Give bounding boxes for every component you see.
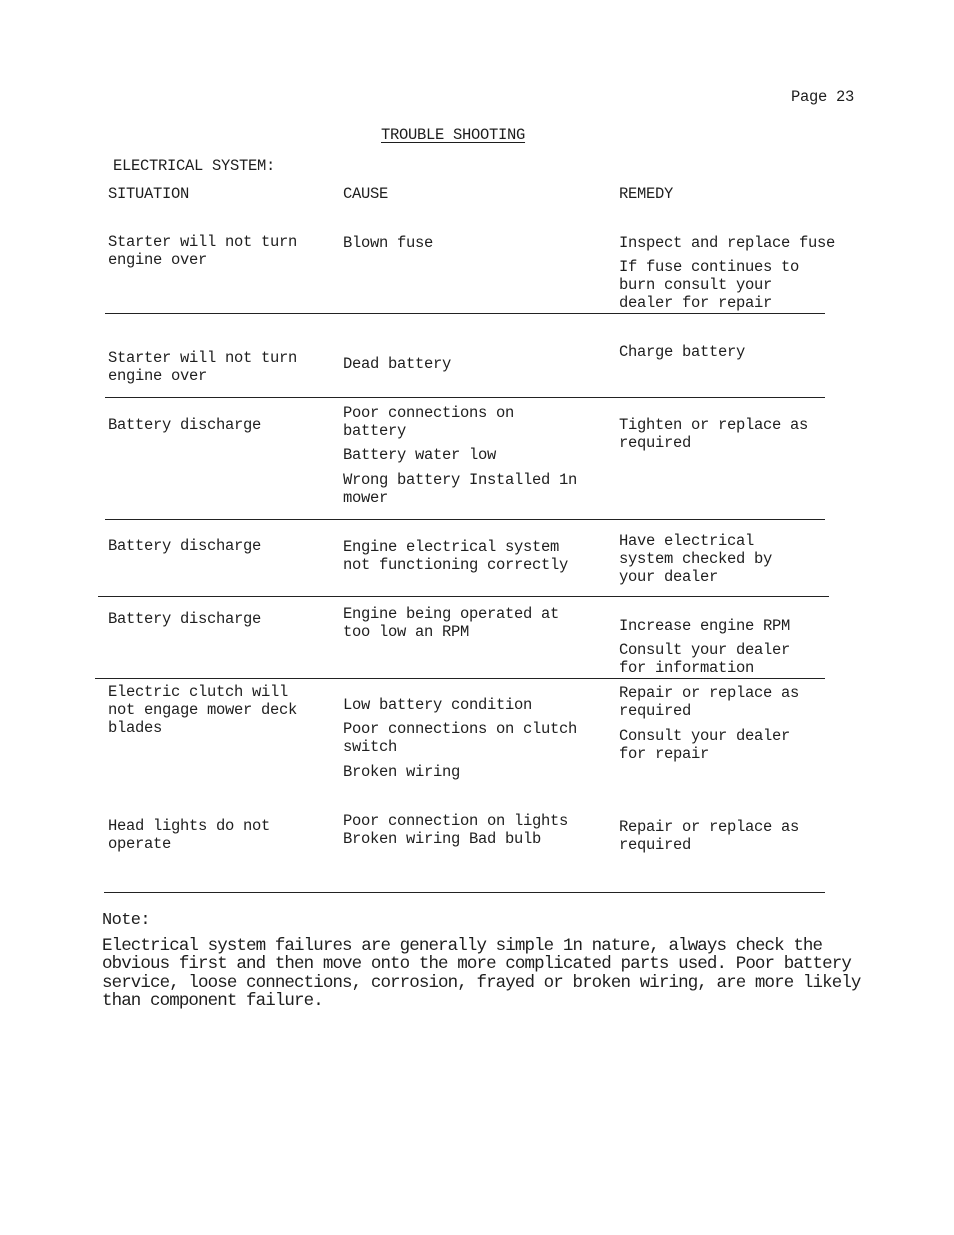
cause-cell (343, 471, 577, 507)
text-line: your dealer (619, 568, 719, 586)
text-line: Battery discharge (108, 537, 262, 555)
text-line: required (619, 702, 692, 720)
remedy-cell (619, 617, 790, 635)
remedy-cell (619, 234, 835, 252)
remedy-cell (619, 258, 799, 312)
text-line: Engine being operated at (343, 605, 560, 623)
remedy-cell (619, 343, 745, 361)
text-line: Poor connections on (343, 404, 515, 422)
text-line: system checked by (619, 550, 773, 568)
text-line: for information (619, 659, 755, 677)
text-line: engine over (108, 367, 208, 385)
cause-cell (343, 605, 559, 641)
situation-cell (108, 537, 261, 555)
text-line: Consult your dealer (619, 641, 791, 659)
cause-cell (343, 696, 532, 714)
situation-cell (108, 349, 297, 385)
note-line: Electrical system failures are generally simple 1n nature, always check the (102, 936, 823, 956)
situation-cell (108, 233, 297, 269)
text-line: Head lights do not (108, 817, 271, 835)
text-line: not engage mower deck (108, 701, 298, 719)
section-heading: ELECTRICAL SYSTEM: (113, 157, 276, 175)
cause-cell (343, 234, 433, 252)
text-line: Poor connections on clutch (343, 720, 578, 738)
note-label: Note: (102, 911, 151, 930)
text-line: Battery discharge (108, 416, 262, 434)
text-line: Dead battery (343, 355, 452, 373)
page-number: Page 23 (791, 88, 855, 106)
row-divider (105, 313, 825, 314)
situation-cell (108, 610, 261, 628)
text-line: Broken wiring Bad bulb (343, 830, 542, 848)
remedy-cell (619, 641, 790, 677)
text-line: If fuse continues to (619, 258, 800, 276)
row-divider (98, 596, 829, 597)
text-line: Starter will not turn (108, 349, 298, 367)
cause-cell (343, 404, 514, 440)
text-line: not functioning correctly (343, 556, 569, 574)
text-line: too low an RPM (343, 623, 470, 641)
text-line: Inspect and replace fuse (619, 234, 836, 252)
row-divider (104, 892, 825, 893)
text-line: battery (343, 422, 407, 440)
page-title: TROUBLE SHOOTING (381, 126, 526, 144)
text-line: switch (343, 738, 398, 756)
text-line: dealer for repair (619, 294, 773, 312)
remedy-cell (619, 684, 799, 720)
text-line: for repair (619, 745, 710, 763)
text-line: burn consult your (619, 276, 773, 294)
text-line: Battery discharge (108, 610, 262, 628)
text-line: Have electrical (619, 532, 755, 550)
text-line: Battery water low (343, 446, 497, 464)
situation-cell (108, 683, 297, 737)
text-line: Repair or replace as (619, 818, 800, 836)
text-line: required (619, 836, 692, 854)
cause-cell (343, 355, 451, 373)
note-line: than component failure. (102, 990, 323, 1011)
text-line: Poor connection on lights (343, 812, 569, 830)
text-line: Starter will not turn (108, 233, 298, 251)
text-line: Charge battery (619, 343, 746, 361)
text-line: Tighten or replace as (619, 416, 809, 434)
text-line: blades (108, 719, 163, 737)
note-line: service, loose connections, corrosion, frayed or broken wiring, are more likely (102, 972, 861, 993)
text-line: Consult your dealer (619, 727, 791, 745)
text-line: Repair or replace as (619, 684, 800, 702)
cause-cell (343, 720, 577, 756)
row-divider (95, 678, 825, 679)
text-line: Broken wiring (343, 763, 461, 781)
cause-cell (343, 763, 460, 781)
text-line: Blown fuse (343, 234, 434, 252)
situation-cell (108, 817, 270, 853)
cause-cell (343, 538, 568, 574)
text-line: Low battery condition (343, 696, 533, 714)
column-header-cause: CAUSE (343, 185, 389, 203)
text-line: Increase engine RPM (619, 617, 791, 635)
row-divider (105, 397, 825, 398)
remedy-cell (619, 416, 808, 452)
remedy-cell (619, 727, 790, 763)
cause-cell (343, 812, 568, 848)
cause-cell (343, 446, 496, 464)
column-header-remedy: REMEDY (619, 185, 674, 203)
remedy-cell (619, 818, 799, 854)
note-text (102, 937, 861, 1010)
note-line: obvious first and then move onto the more complicated parts used. Poor battery (102, 954, 851, 975)
row-divider (105, 519, 825, 520)
text-line: Engine electrical system (343, 538, 560, 556)
text-line: engine over (108, 251, 208, 269)
remedy-cell (619, 532, 772, 586)
text-line: mower (343, 489, 389, 507)
situation-cell (108, 416, 261, 434)
text-line: Electric clutch will (108, 683, 289, 701)
text-line: Wrong battery Installed 1n (343, 471, 578, 489)
column-header-situation: SITUATION (108, 185, 190, 203)
text-line: required (619, 434, 692, 452)
text-line: operate (108, 835, 172, 853)
